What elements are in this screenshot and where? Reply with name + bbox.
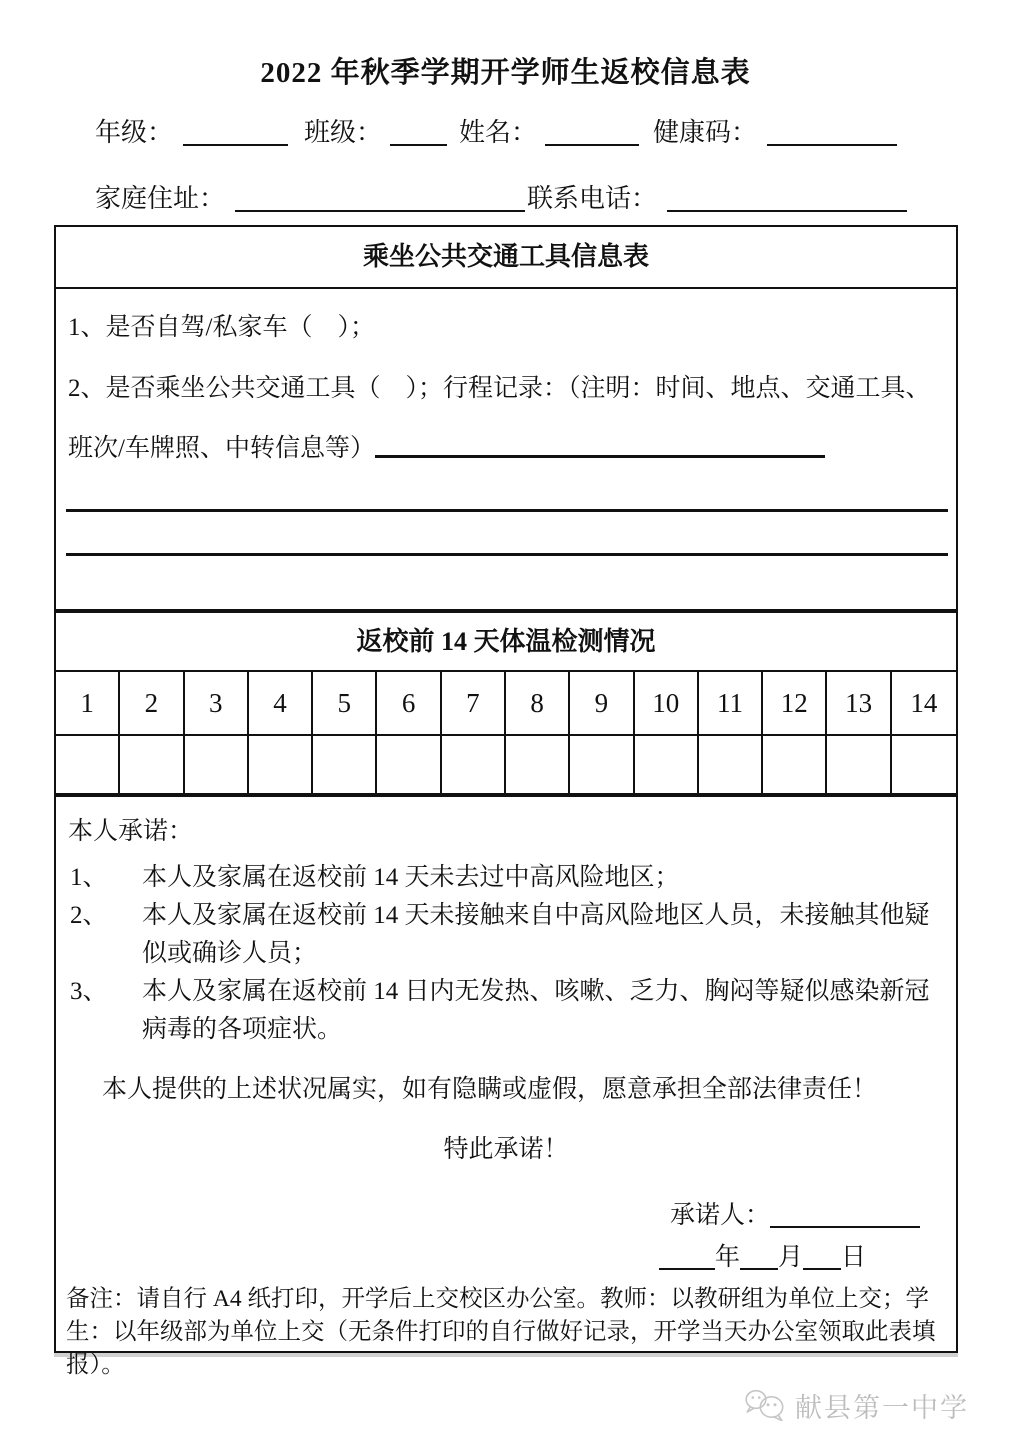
class-label: 班级： <box>304 118 383 147</box>
month-label: 月 <box>777 1244 803 1271</box>
transport-item-2 <box>68 359 948 479</box>
day-header-cell: 9 <box>570 672 634 734</box>
signer-blank <box>770 1204 920 1228</box>
pledge-item-3-text: 本人及家属在返校前 14 日内无发热、咳嗽、乏力、胸闷等疑似感染新冠病毒的各项症状。 <box>142 978 930 1043</box>
name-blank <box>545 122 639 146</box>
temp-value-cell <box>892 736 956 795</box>
temperature-value-row <box>56 736 956 795</box>
trip-record-line-1 <box>66 509 948 512</box>
pledge-item-1-text: 本人及家属在返校前 14 天未去过中高风险地区； <box>142 864 680 891</box>
temp-value-cell <box>699 736 763 795</box>
wechat-icon <box>742 1387 788 1425</box>
temp-value-cell <box>249 736 313 795</box>
temperature-box <box>54 611 958 795</box>
phone-label: 联系电话： <box>527 184 658 213</box>
pledge-list <box>68 859 948 1049</box>
pledge-box-body <box>56 797 956 1378</box>
pledge-item-2-text: 本人及家属在返校前 14 天未接触来自中高风险地区人员，未接触其他疑似或确诊人员； <box>142 902 930 967</box>
day-header-cell: 10 <box>635 672 699 734</box>
page-title: 2022 年秋季学期开学师生返校信息表 <box>260 57 751 89</box>
phone-blank <box>667 188 907 212</box>
temp-value-cell <box>506 736 570 795</box>
pledge-conclusion: 特此承诺！ <box>443 1136 569 1163</box>
student-info-row-2 <box>95 178 951 215</box>
address-label: 家庭住址： <box>95 184 226 213</box>
day-label: 日 <box>840 1244 866 1271</box>
day-header-cell: 1 <box>56 672 120 734</box>
date-line <box>659 1237 866 1273</box>
temperature-box-header: 返校前 14 天体温检测情况 <box>56 613 956 672</box>
temp-value-cell <box>56 736 120 795</box>
day-header-cell: 6 <box>377 672 441 734</box>
day-header-cell: 13 <box>827 672 891 734</box>
day-header-cell: 7 <box>442 672 506 734</box>
pledge-item-1-number: 1、 <box>70 864 108 891</box>
pledge-item-1 <box>68 859 948 897</box>
trip-record-blank <box>375 435 825 458</box>
day-header-cell: 2 <box>120 672 184 734</box>
grade-label: 年级： <box>95 118 174 147</box>
day-header-cell: 12 <box>763 672 827 734</box>
name-label: 姓名： <box>459 118 538 147</box>
transport-item-2-text: 2、是否乘坐公共交通工具（ ）；行程记录：（注明：时间、地点、交通工具、班次/车牌照、中转信息等） <box>68 375 931 462</box>
health-code-blank <box>767 122 897 146</box>
pledge-intro: 本人承诺： <box>68 818 194 845</box>
temp-value-cell <box>442 736 506 795</box>
pledge-statement: 本人提供的上述状况属实，如有隐瞒或虚假，愿意承担全部法律责任！ <box>102 1076 878 1103</box>
temp-value-cell <box>570 736 634 795</box>
year-label: 年 <box>714 1244 740 1271</box>
day-header-cell: 8 <box>506 672 570 734</box>
class-blank <box>390 122 447 146</box>
temp-value-cell <box>185 736 249 795</box>
address-blank <box>235 188 525 212</box>
pledge-item-3-number: 3、 <box>70 978 108 1005</box>
year-blank <box>659 1246 715 1270</box>
student-info-row-1 <box>95 112 951 149</box>
temp-value-cell <box>763 736 827 795</box>
signer-line <box>670 1195 920 1231</box>
temp-value-cell <box>120 736 184 795</box>
signer-label: 承诺人： <box>669 1202 770 1229</box>
day-header-cell: 5 <box>313 672 377 734</box>
day-header-cell: 3 <box>185 672 249 734</box>
day-header-cell: 4 <box>249 672 313 734</box>
transport-info-box <box>54 225 958 611</box>
transport-box-body <box>56 289 956 609</box>
temp-value-cell <box>635 736 699 795</box>
pledge-box <box>54 795 958 1378</box>
school-watermark <box>742 1386 969 1425</box>
temp-value-cell <box>827 736 891 795</box>
grade-blank <box>183 122 288 146</box>
day-header-cell: 11 <box>699 672 763 734</box>
pledge-item-2 <box>68 897 948 973</box>
day-blank <box>803 1246 841 1270</box>
watermark-text: 献县第一中学 <box>795 1393 969 1423</box>
pledge-item-2-number: 2、 <box>70 902 108 929</box>
temp-value-cell <box>377 736 441 795</box>
transport-item-1: 1、是否自驾/私家车（ ）； <box>68 314 375 341</box>
transport-box-header: 乘坐公共交通工具信息表 <box>56 227 956 289</box>
day-header-cell: 14 <box>910 688 938 718</box>
pledge-item-3 <box>68 973 948 1049</box>
health-code-label: 健康码： <box>653 118 758 147</box>
trip-record-line-2 <box>66 553 948 556</box>
temp-value-cell <box>313 736 377 795</box>
month-blank <box>740 1246 778 1270</box>
footer-note: 备注：请自行 A4 纸打印，开学后上交校区办公室。教师：以教研组为单位上交；学生：以年级部为单位上交（无条件打印的自行做好记录，开学当天办公室领取此表填报）。 <box>66 1286 936 1378</box>
temperature-day-header-row <box>56 672 956 736</box>
